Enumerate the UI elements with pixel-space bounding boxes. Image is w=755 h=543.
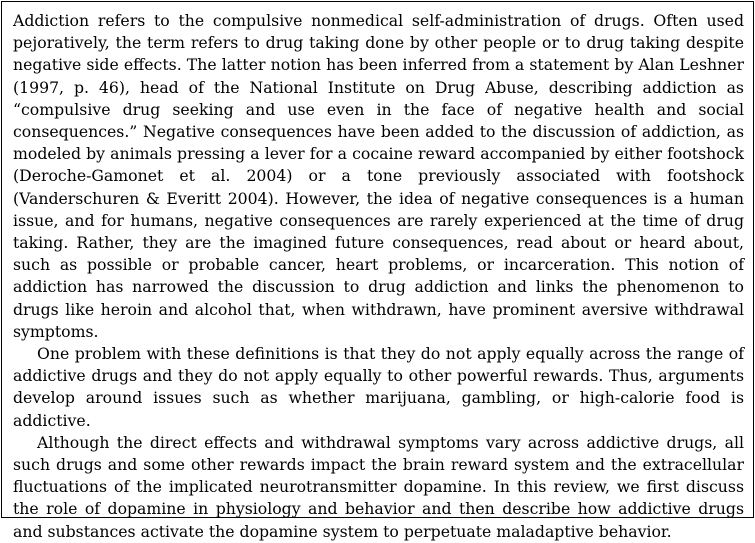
- body-text: [13, 10, 744, 543]
- paragraph-addiction-definition: Addiction refers to the compulsive nonmedical self-administration of drugs. Often used pejoratively, the term refers to drug taking done by other people or to drug taking despite negative side effects. The latter notion has been inferred from a statement by Alan Leshner (1997, p. 46), head of the National Institute on Drug Abuse, describing addiction as “compulsive drug seeking and use even in the face of negative health and social consequences.” Negative consequences have been added to the discussion of addiction, as modeled by animals pressing a lever for a cocaine reward accompanied by either footshock (Deroche-Gamonet et al. 2004) or a tone previously associated with footshock (Vanderschuren & Everitt 2004). However, the idea of negative consequences is a human issue, and for humans, negative consequences are rarely experienced at the time of drug taking. Rather, they are the imagined future consequences, read about or heard about, such as possible or probable cancer, heart problems, or incarceration. This notion of addiction has narrowed the discussion to drug addiction and links the phenomenon to drugs like heroin and alcohol that, when withdrawn, have prominent aversive withdrawal symptoms.: [13, 11, 744, 341]
- paragraph-definition-problems: One problem with these definitions is that they do not apply equally across the range of addictive drugs and they do not apply equally to other powerful rewards. Thus, arguments develop around issues such as whether marijuana, gambling, or high-calorie food is addictive.: [13, 344, 744, 430]
- text-excerpt-frame: [1, 1, 754, 541]
- paragraph-review-overview: Although the direct effects and withdrawal symptoms vary across addictive drugs, all such drugs and some other rewards impact the brain reward system and the extracellular fluctuations of the implicated neurotransmitter dopamine. In this review, we first discuss the role of dopamine in physiology and behavior and then describe how addictive drugs and substances activate the dopamine system to perpetuate maladaptive behavior.: [13, 432, 744, 541]
